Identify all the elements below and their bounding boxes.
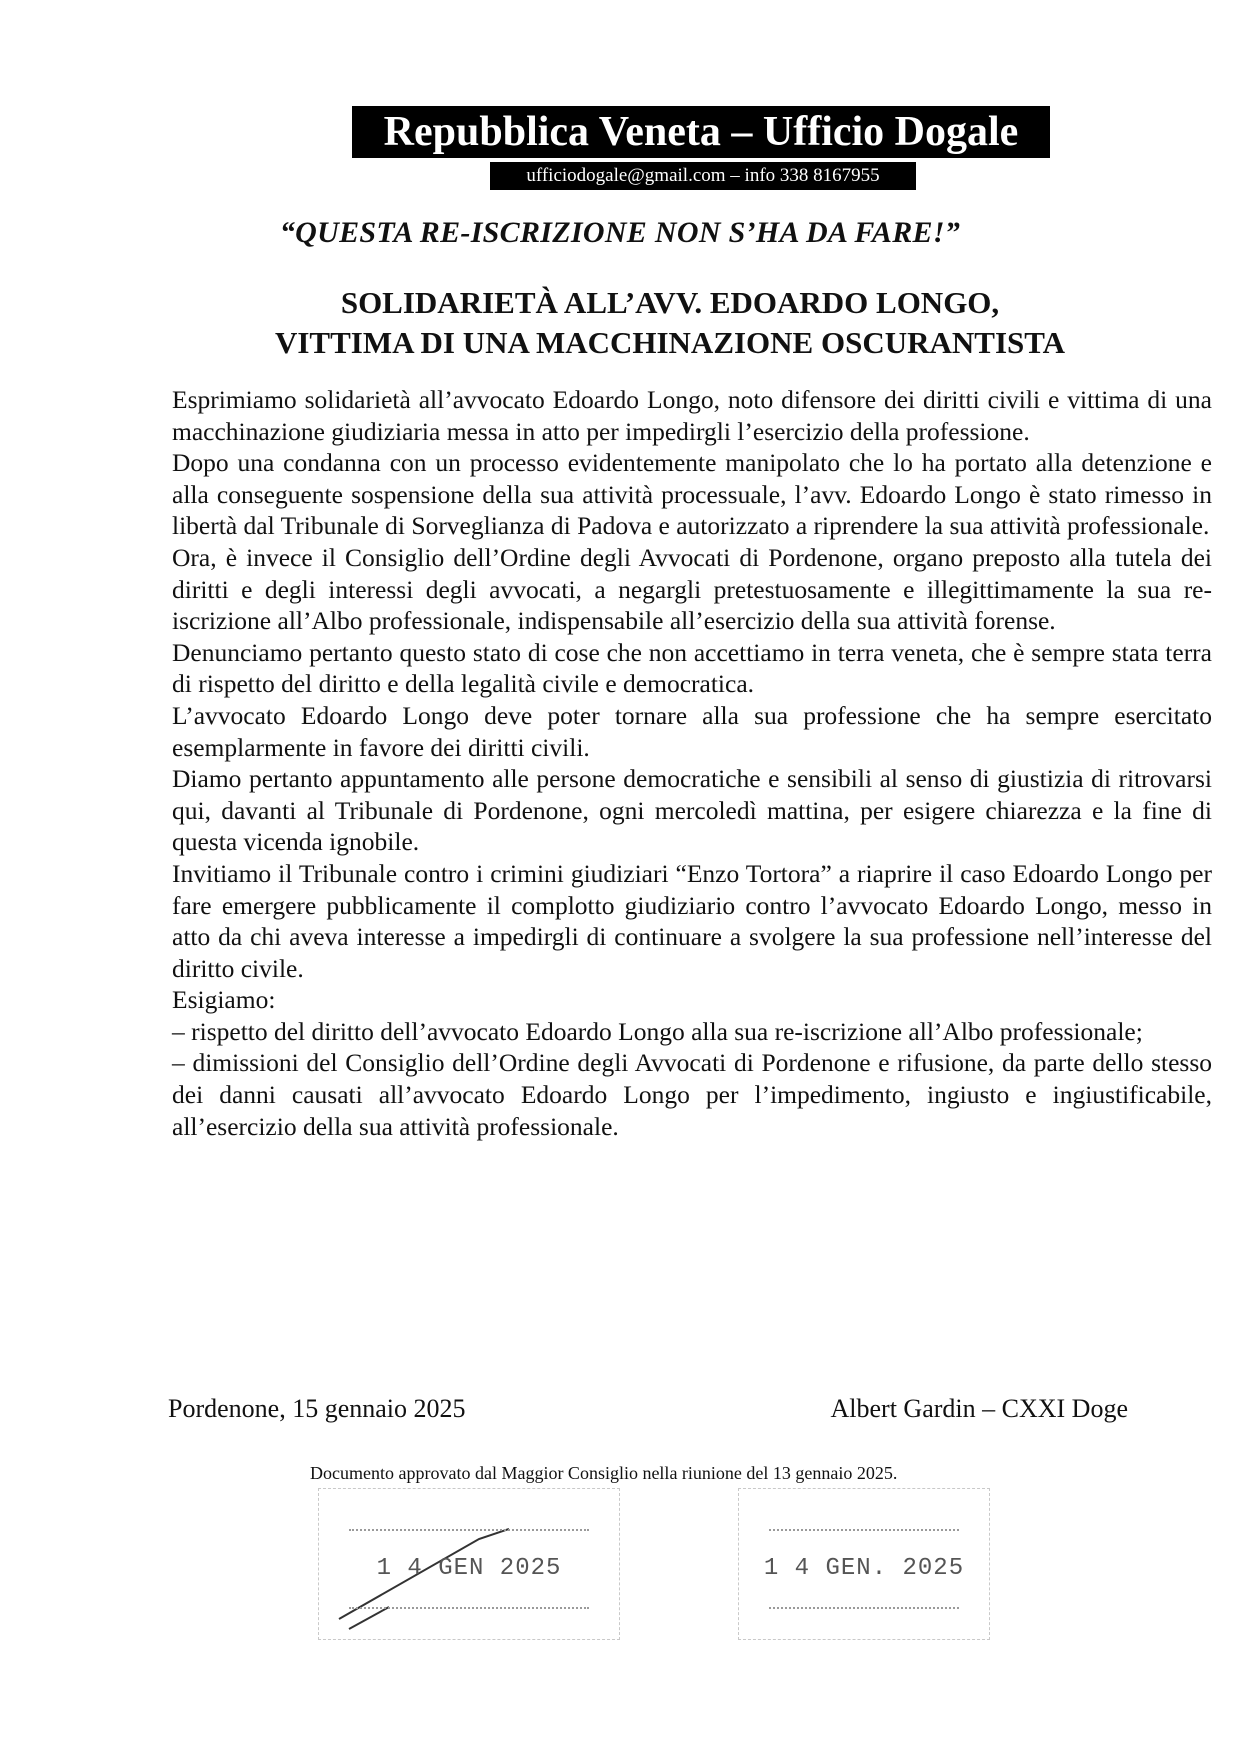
body-text bbox=[172, 384, 1212, 1142]
body-paragraph: L’avvocato Edoardo Longo deve poter tornare alla sua professione che ha sempre esercitato esemplarmente in favore dei diritti civili. bbox=[172, 700, 1212, 762]
header-contact: ufficiodogale@gmail.com – info 338 8167955 bbox=[490, 162, 916, 190]
stamp-dotted-line bbox=[349, 1529, 589, 1531]
header-title: Repubblica Veneta – Ufficio Dogale bbox=[352, 106, 1050, 158]
body-paragraph: Dopo una condanna con un processo evidentemente manipolato che lo ha portato alla detenzione e alla conseguente sospensione della sua attività processuale, l’avv. Edoardo Longo è stato rimesso in libertà dal Tribunale di Sorveglianza di Padova e autorizzato a riprendere la sua attività professionale. bbox=[172, 448, 1212, 541]
headline-line-2: VITTIMA DI UNA MACCHINAZIONE OSCURANTISTA bbox=[274, 325, 1066, 360]
body-paragraph: Esigiamo: bbox=[172, 985, 276, 1015]
received-stamp-left bbox=[318, 1488, 620, 1640]
demand-item: – dimissioni del Consiglio dell’Ordine degli Avvocati di Pordenone e rifusione, da parte dello stesso dei danni causati all’avvocato Edoardo Longo per l’impedimento, ingiusto e ingiustificabile, all’esercizio della sua attività professionale. bbox=[172, 1048, 1212, 1141]
signer: Albert Gardin – CXXI Doge bbox=[830, 1394, 1128, 1423]
stamp-dotted-line bbox=[769, 1529, 959, 1531]
body-paragraph: Esprimiamo solidarietà all’avvocato Edoardo Longo, noto difensore dei diritti civili e vittima di una macchinazione giudiziaria messa in atto per impedirgli l’esercizio della professione. bbox=[172, 385, 1212, 446]
approval-note: Documento approvato dal Maggior Consiglio nella riunione del 13 gennaio 2025. bbox=[310, 1463, 898, 1483]
headline-line-1: SOLIDARIETÀ ALL’AVV. EDOARDO LONGO, bbox=[340, 285, 1000, 320]
stamp-dotted-line bbox=[349, 1607, 589, 1609]
stamp-date: 1 4 GEN. 2025 bbox=[763, 1555, 965, 1582]
headline bbox=[170, 283, 1170, 363]
body-paragraph: Ora, è invece il Consiglio dell’Ordine degli Avvocati di Pordenone, organo preposto alla tutela dei diritti e degli interessi degli avvocati, a negargli pretestuosamente e illegittimamente la sua re-iscrizione all’Albo professionale, indispensabile all’esercizio della sua attività forense. bbox=[172, 542, 1212, 636]
demand-item: – rispetto del diritto dell’avvocato Edoardo Longo alla sua re-iscrizione all’Albo professionale; bbox=[172, 1016, 1143, 1046]
received-stamp-right bbox=[738, 1488, 990, 1640]
stamp-date: 1 4 GEN 2025 bbox=[376, 1555, 562, 1582]
body-paragraph: Denunciamo pertanto questo stato di cose che non accettiamo in terra veneta, che è sempre stata terra di rispetto del diritto e della legalità civile e democratica. bbox=[172, 637, 1212, 699]
stamp-dotted-line bbox=[769, 1607, 959, 1609]
body-paragraph: Diamo pertanto appuntamento alle persone democratiche e sensibili al senso di giustizia di ritrovarsi qui, davanti al Tribunale di Pordenone, ogni mercoledì mattina, per esigere chiarezza e la fine di questa vicenda ignobile. bbox=[172, 764, 1212, 857]
body-paragraph: Invitiamo il Tribunale contro i crimini giudiziari “Enzo Tortora” a riaprire il caso Edoardo Longo per fare emergere pubblicamente il complotto giudiziario contro l’avvocato Edoardo Longo, messo in atto da chi aveva interesse a impedirgli di continuare a svolgere la sua professione nell’interesse del diritto civile. bbox=[172, 858, 1212, 983]
slogan: “QUESTA RE-ISCRIZIONE NON S’HA DA FARE!” bbox=[279, 216, 961, 249]
place-date: Pordenone, 15 gennaio 2025 bbox=[168, 1394, 466, 1423]
